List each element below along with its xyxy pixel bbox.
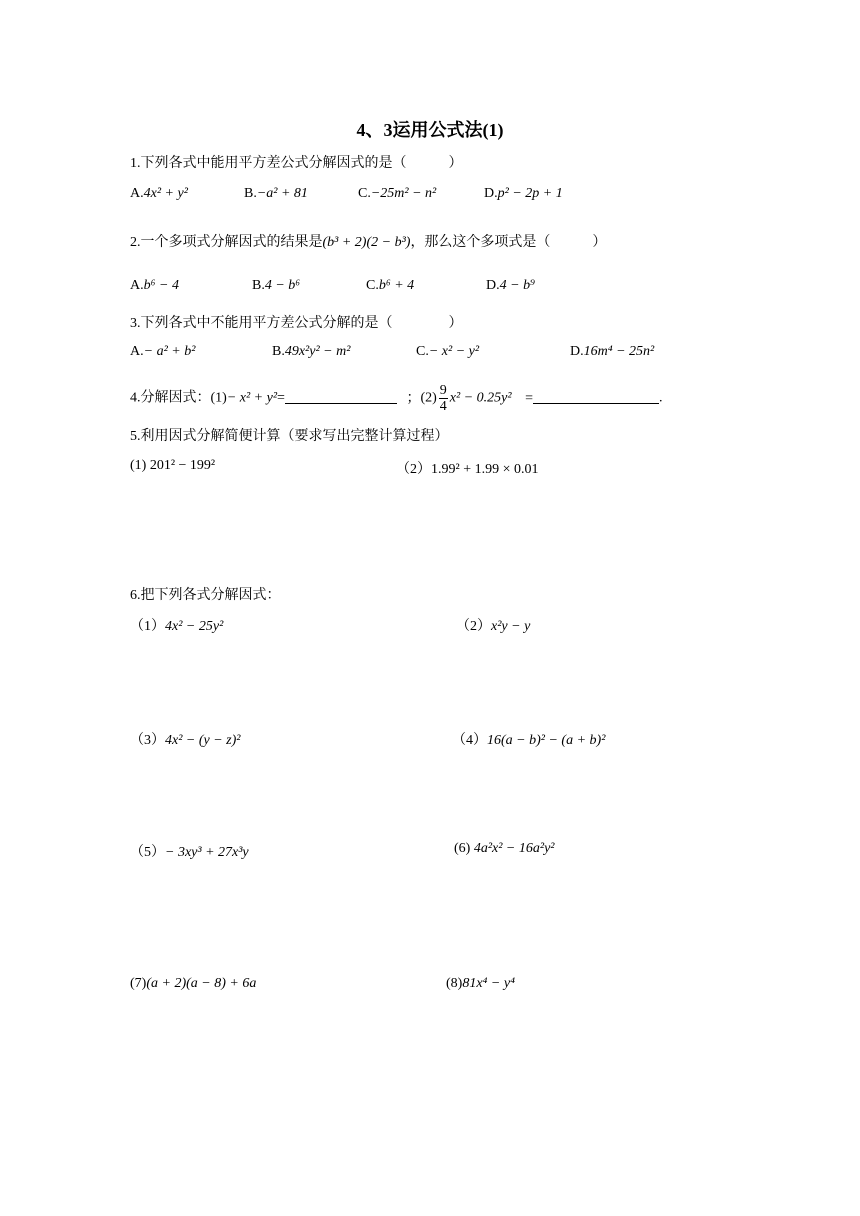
option-label: B. — [244, 186, 257, 201]
option-label: A. — [130, 344, 144, 359]
option-expression: 16m⁴ − 25n² — [583, 344, 655, 359]
option-expression: − a² + b² — [143, 344, 196, 359]
option-expression: 4x² + y² — [143, 186, 188, 201]
part-2-expression: x² − 0.25y² — [449, 390, 512, 406]
item-label: (6) — [454, 841, 471, 856]
part-label: (1) — [130, 458, 147, 473]
item-label: （4） — [452, 733, 487, 748]
question-2-stem — [130, 231, 606, 251]
question-1-stem: 1.下列各式中能用平方差公式分解因式的是（ ） — [130, 156, 463, 171]
question-6-stem: 6.把下列各式分解因式： — [130, 588, 281, 603]
part-label: (2) — [420, 390, 437, 406]
q5-part-1 — [130, 458, 215, 474]
item-label: （1） — [130, 619, 165, 634]
question-5-stem: 5.利用因式分解简便计算（要求写出完整计算过程） — [130, 429, 449, 444]
fraction-denominator: 4 — [439, 399, 447, 414]
q3-option-d — [570, 344, 654, 360]
option-label: A. — [130, 186, 144, 201]
option-label: C. — [366, 278, 379, 293]
item-label: (7) — [130, 976, 147, 991]
option-label: D. — [484, 186, 498, 201]
separator: ； — [406, 390, 421, 406]
item-expression: 4x² − 25y² — [165, 619, 224, 634]
stem-text: 2.一个多项式分解因式的结果是 — [130, 235, 323, 250]
q6-item-1 — [130, 615, 223, 635]
answer-blank-1[interactable] — [285, 391, 397, 404]
option-label: D. — [570, 344, 584, 359]
fraction — [439, 383, 448, 414]
q2-option-a — [130, 278, 179, 294]
option-expression: 4 − b⁹ — [499, 278, 535, 293]
q3-option-b — [272, 344, 350, 360]
q1-option-a — [130, 186, 188, 202]
q1-option-c — [358, 186, 436, 202]
option-label: C. — [416, 344, 429, 359]
stem-text: 4.分解因式： — [130, 390, 211, 406]
option-expression: −a² + 81 — [256, 186, 308, 201]
option-label: C. — [358, 186, 371, 201]
part-label: （2） — [396, 462, 431, 477]
q2-option-b — [252, 278, 300, 294]
question-4 — [130, 383, 662, 414]
item-expression: − 3xy³ + 27x³y — [165, 845, 249, 860]
option-expression: − x² − y² — [428, 344, 480, 359]
item-label: （5） — [130, 845, 165, 860]
period: . — [658, 390, 663, 406]
q1-option-b — [244, 186, 308, 202]
page-title: 4、3运用公式法(1) — [356, 120, 504, 140]
q6-item-5 — [130, 841, 249, 861]
part-label: (1) — [210, 390, 227, 406]
item-label: （2） — [456, 619, 491, 634]
option-expression: 4 − b⁶ — [264, 278, 301, 293]
q5-part-2 — [396, 458, 539, 478]
option-label: B. — [252, 278, 265, 293]
answer-blank-2[interactable] — [533, 391, 659, 404]
option-label: D. — [486, 278, 500, 293]
item-expression: 16(a − b)² − (a + b)² — [487, 733, 606, 748]
option-expression: b⁶ + 4 — [378, 278, 415, 293]
part-expression: 1.99² + 1.99 × 0.01 — [431, 462, 539, 477]
equals-sign: = — [277, 390, 285, 406]
part-1-expression: − x² + y² — [226, 390, 278, 406]
fraction-numerator: 9 — [439, 383, 447, 398]
question-3-stem: 3.下列各式中不能用平方差公式分解的是（ ） — [130, 316, 463, 331]
q2-option-d — [486, 278, 535, 294]
item-expression: 4x² − (y − z)² — [165, 733, 241, 748]
stem-text: ，那么这个多项式是（ ） — [410, 235, 607, 250]
item-label: （3） — [130, 733, 165, 748]
equals-sign: = — [525, 390, 533, 406]
item-expression: (a + 2)(a − 8) + 6a — [146, 976, 257, 991]
item-expression: 4a²x² − 16a²y² — [473, 841, 555, 856]
option-expression: b⁶ − 4 — [143, 278, 179, 293]
q6-item-8 — [446, 976, 515, 992]
item-expression: x²y − y — [491, 619, 531, 634]
option-expression: p² − 2p + 1 — [497, 186, 563, 201]
option-expression: −25m² − n² — [370, 186, 437, 201]
q2-option-c — [366, 278, 414, 294]
option-expression: 49x²y² − m² — [284, 344, 351, 359]
q6-item-2 — [456, 615, 530, 635]
q6-item-4 — [452, 729, 605, 749]
q3-option-a — [130, 344, 195, 360]
q1-option-d — [484, 186, 563, 202]
option-label: B. — [272, 344, 285, 359]
stem-expression: (b³ + 2)(2 − b³) — [322, 235, 411, 250]
part-expression: 201² − 199² — [149, 458, 216, 473]
option-label: A. — [130, 278, 144, 293]
q6-item-7 — [130, 976, 256, 992]
q6-item-6 — [454, 841, 555, 857]
item-label: (8) — [446, 976, 463, 991]
q3-option-c — [416, 344, 479, 360]
item-expression: 81x⁴ − y⁴ — [462, 976, 515, 991]
q6-item-3 — [130, 729, 241, 749]
